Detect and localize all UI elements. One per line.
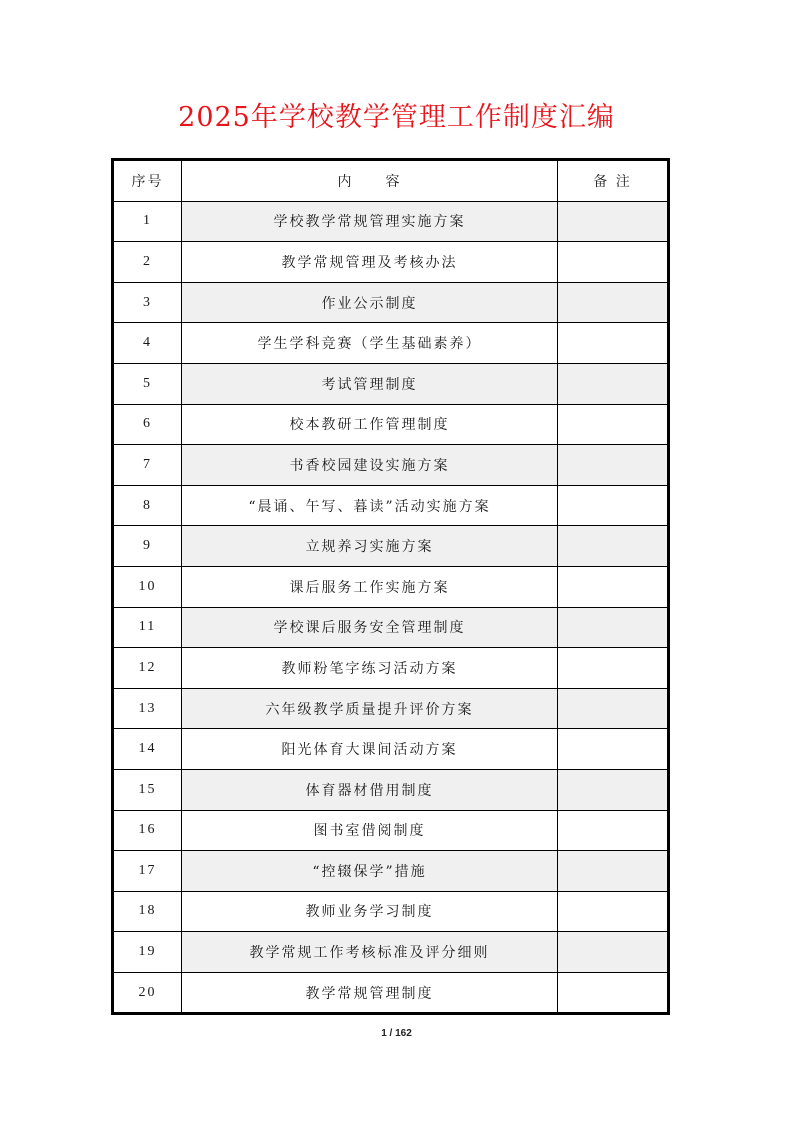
table-row xyxy=(113,891,669,932)
table-row xyxy=(113,526,669,567)
row-remark xyxy=(558,769,669,810)
row-content: 书香校园建设实施方案 xyxy=(182,445,558,486)
table-row xyxy=(113,485,669,526)
table-row xyxy=(113,566,669,607)
row-number: 5 xyxy=(113,363,182,404)
row-number: 2 xyxy=(113,242,182,283)
row-number: 6 xyxy=(113,404,182,445)
row-number: 10 xyxy=(113,566,182,607)
row-remark xyxy=(558,363,669,404)
header-remark: 备 注 xyxy=(558,160,669,202)
table-row xyxy=(113,932,669,973)
row-remark xyxy=(558,891,669,932)
row-content: 考试管理制度 xyxy=(182,363,558,404)
row-number: 14 xyxy=(113,729,182,770)
table-row xyxy=(113,688,669,729)
table-row xyxy=(113,201,669,242)
row-number: 12 xyxy=(113,648,182,689)
row-number: 11 xyxy=(113,607,182,648)
document-title: 2025年学校教学管理工作制度汇编 xyxy=(178,102,615,133)
row-number: 19 xyxy=(113,932,182,973)
table-row xyxy=(113,323,669,364)
row-content: 阳光体育大课间活动方案 xyxy=(182,729,558,770)
row-content: 教学常规管理制度 xyxy=(182,972,558,1014)
row-content: 学生学科竞赛（学生基础素养） xyxy=(182,323,558,364)
contents-table xyxy=(111,158,670,1015)
row-number: 8 xyxy=(113,485,182,526)
row-number: 9 xyxy=(113,526,182,567)
row-content: “晨诵、午写、暮读”活动实施方案 xyxy=(182,485,558,526)
table-row xyxy=(113,404,669,445)
row-content: 学校教学常规管理实施方案 xyxy=(182,201,558,242)
table-row xyxy=(113,445,669,486)
row-remark xyxy=(558,526,669,567)
row-content: “控辍保学”措施 xyxy=(182,851,558,892)
page-indicator: 1 / 162 xyxy=(381,1028,412,1039)
table-row xyxy=(113,851,669,892)
row-number: 16 xyxy=(113,810,182,851)
row-remark xyxy=(558,688,669,729)
row-remark xyxy=(558,607,669,648)
row-number: 17 xyxy=(113,851,182,892)
table-header-row xyxy=(113,160,669,202)
row-number: 18 xyxy=(113,891,182,932)
row-remark xyxy=(558,729,669,770)
table-row xyxy=(113,810,669,851)
row-remark xyxy=(558,445,669,486)
table-row xyxy=(113,972,669,1014)
row-number: 3 xyxy=(113,282,182,323)
row-remark xyxy=(558,932,669,973)
row-number: 20 xyxy=(113,972,182,1014)
row-number: 1 xyxy=(113,201,182,242)
table-row xyxy=(113,729,669,770)
header-content: 内 容 xyxy=(182,160,558,202)
row-content: 学校课后服务安全管理制度 xyxy=(182,607,558,648)
row-remark xyxy=(558,323,669,364)
table-row xyxy=(113,648,669,689)
row-content: 校本教研工作管理制度 xyxy=(182,404,558,445)
row-remark xyxy=(558,485,669,526)
row-remark xyxy=(558,648,669,689)
table-row xyxy=(113,242,669,283)
header-number: 序号 xyxy=(113,160,182,202)
row-remark xyxy=(558,972,669,1014)
row-content: 教师业务学习制度 xyxy=(182,891,558,932)
row-number: 15 xyxy=(113,769,182,810)
row-content: 作业公示制度 xyxy=(182,282,558,323)
row-content: 教学常规工作考核标准及评分细则 xyxy=(182,932,558,973)
row-number: 7 xyxy=(113,445,182,486)
row-remark xyxy=(558,404,669,445)
row-number: 4 xyxy=(113,323,182,364)
table-row xyxy=(113,282,669,323)
row-number: 13 xyxy=(113,688,182,729)
row-content: 六年级教学质量提升评价方案 xyxy=(182,688,558,729)
row-remark xyxy=(558,201,669,242)
row-content: 课后服务工作实施方案 xyxy=(182,566,558,607)
row-remark xyxy=(558,282,669,323)
row-content: 图书室借阅制度 xyxy=(182,810,558,851)
row-remark xyxy=(558,566,669,607)
row-remark xyxy=(558,810,669,851)
row-content: 体育器材借用制度 xyxy=(182,769,558,810)
row-content: 立规养习实施方案 xyxy=(182,526,558,567)
table-row xyxy=(113,363,669,404)
row-content: 教师粉笔字练习活动方案 xyxy=(182,648,558,689)
row-remark xyxy=(558,242,669,283)
row-remark xyxy=(558,851,669,892)
table-row xyxy=(113,769,669,810)
row-content: 教学常规管理及考核办法 xyxy=(182,242,558,283)
table-row xyxy=(113,607,669,648)
